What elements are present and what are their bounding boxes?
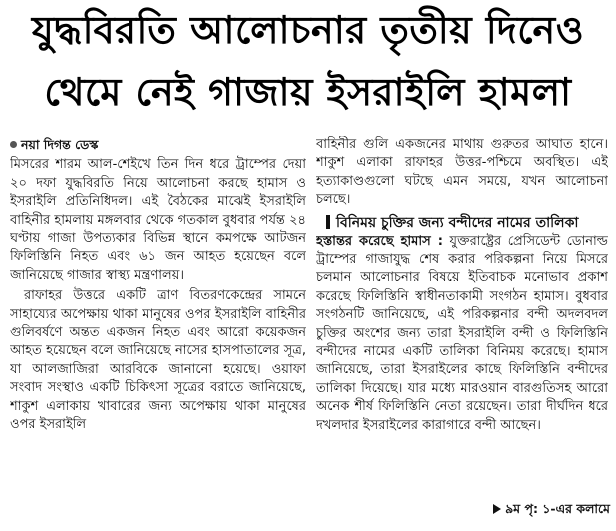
left-paragraph-1: মিসরের শারম আল-শেইখে তিন দিন ধরে ট্রাম্পের দেয়া ২০ দফা যুদ্ধবিরতি নিয়ে আলোচনা করছে হামাস ও ইসরাইলি প্রতিনিধিদল। এই বৈঠকের মাঝেই ইসরাইলি বাহিনীর হামলায় মঙ্গলবার থেকে গতকাল বুধবার পর্যন্ত ২৪ ঘণ্টায় গাজা উপত্যকার বিভিন্ন স্থানে কমপক্ষে আটজন ফিলিস্তিনি নিহত এবং ৬১ জন আহত হয়েছেন বলে জানিয়েছে গাজার স্বাস্থ্য মন্ত্রণালয়। [10, 157, 306, 283]
headline-line-1: যুদ্ধবিরতি আলোচনার তৃতীয় দিনেও [31, 8, 585, 52]
continued-note [493, 501, 610, 521]
subhead-bar-icon [326, 215, 330, 229]
subhead-text: বিনিময় চুক্তির জন্য বন্দীদের নামের তালিকা [336, 214, 579, 231]
right-lead-bold: হস্তান্তর করেছে হামাস : [316, 233, 443, 249]
column-right [316, 136, 608, 523]
right-paragraph [316, 233, 608, 435]
right-paragraph-text: যুক্তরাষ্ট্রের প্রেসিডেন্ট ডোনাল্ড ট্রাম্পের গাজাযুদ্ধ শেষ করার পরিকল্পনা নিয়ে মিসরে চলমান আলোচনার বিষয়ে ইতিবাচক মনোভাব প্রকাশ করেছে ফিলিস্তিনি স্বাধীনতাকামী সংগঠন হামাস। বুধবার সংগঠনটি জানিয়েছে, এই পরিকল্পনার বন্দী অদলবদল চুক্তির অংশের জন্য তারা ইসরাইলি বন্দী ও ফিলিস্তিনি বন্দীদের নামের একটি তালিকা বিনিময় করেছে। হামাস জানিয়েছে, তারা ইসরাইলের কাছে ফিলিস্তিনি বন্দীদের তালিকা দিয়েছে। যার মধ্যে মারওয়ান বারগুতিসহ আরো অনেক শীর্ষ ফিলিস্তিনি নেতা রয়েছেন। তারা দীর্ঘদিন ধরে দখলদার ইসরাইলের কারাগারে বন্দী আছেন। [316, 233, 608, 433]
right-top-paragraph: বাহিনীর গুলি একজনের মাথায় গুরুতর আঘাত হানে। শাকুশ এলাকা রাফাহর উত্তর-পশ্চিমে অবস্থিত। এই হত্যাকাণ্ডগুলো ঘটছে এমন সময়ে, যখন আলোচনা চলছে। [316, 137, 608, 208]
subhead [316, 214, 608, 232]
dateline [10, 136, 306, 154]
dateline-text: নয়া দিগন্ত ডেস্ক [21, 137, 99, 152]
arrow-right-icon [493, 504, 501, 514]
column-left [10, 136, 306, 523]
headline-line-2: থেমে নেই গাজায় ইসরাইলি হামলা [44, 70, 572, 114]
bullet-dot-icon [10, 141, 17, 148]
continued-text: ৯ম পৃ: ১-এর কলামে [505, 501, 610, 516]
left-paragraph-2: রাফাহর উত্তরে একটি ত্রাণ বিতরণকেন্দ্রের সামনে সাহায্যের অপেক্ষায় থাকা মানুষের ওপর ইসরাইলি বাহিনীর গুলিবর্ষণে অন্তত একজন নিহত এবং আরো কয়েকজন আহত হয়েছেন বলে জানিয়েছে নাসের হাসপাতালের সূত্র, যা আলজাজিরা আরবিকে জানানো হয়েছে। ওয়াফা সংবাদ সংস্থাও একটি চিকিৎসা সূত্রের বরাতে জানিয়েছে, শাকুশ এলাকায় খাবারের জন্য অপেক্ষায় থাকা মানুষের ওপর ইসরাইলি [10, 288, 306, 433]
